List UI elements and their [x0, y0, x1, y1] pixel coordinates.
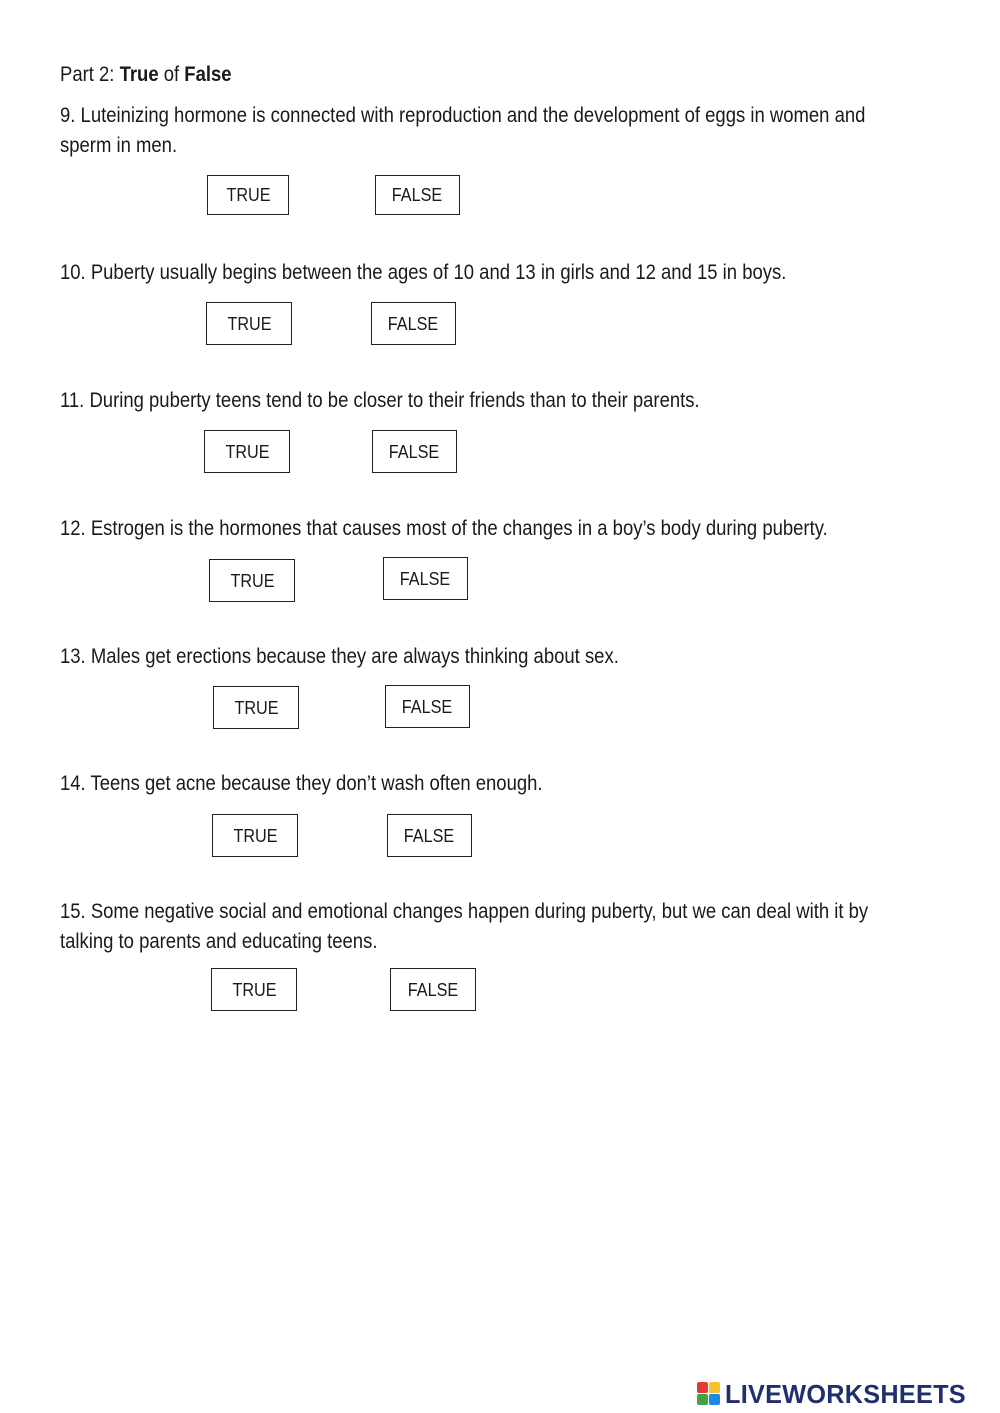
- heading-middle: of: [158, 63, 185, 86]
- question-13-true-button[interactable]: [213, 686, 299, 729]
- question-12-false-label: FALSE: [400, 568, 451, 589]
- question-9-false-button[interactable]: [375, 175, 460, 215]
- question-10-true-button[interactable]: [206, 302, 292, 345]
- logo-square-green: [697, 1394, 708, 1405]
- question-14-false-button[interactable]: [387, 814, 472, 857]
- question-14-false-label: FALSE: [404, 825, 455, 846]
- liveworksheets-logo: [697, 1377, 973, 1411]
- question-12-text: 12. Estrogen is the hormones that causes most of the changes in a boy’s body during puberty.: [60, 517, 828, 540]
- question-12-true-button[interactable]: [209, 559, 295, 602]
- question-10-true-label: TRUE: [226, 313, 272, 334]
- question-15-true-button[interactable]: [211, 968, 297, 1011]
- question-11-text: 11. During puberty teens tend to be closer to their friends than to their parents.: [60, 389, 700, 412]
- question-11-false-label: FALSE: [389, 441, 440, 462]
- question-9-text: 9. Luteinizing hormone is connected with reproduction and the development of eggs in women and sperm in men.: [60, 104, 866, 157]
- question-9-true-label: TRUE: [225, 185, 271, 205]
- question-14-true-label: TRUE: [232, 825, 278, 846]
- section-heading: [60, 61, 232, 89]
- logo-square-red: [697, 1382, 708, 1393]
- question-15-false-label: FALSE: [407, 979, 459, 1000]
- question-11-true-button[interactable]: [204, 430, 290, 473]
- question-10-false-button[interactable]: [371, 302, 456, 345]
- question-10-false-label: FALSE: [388, 313, 439, 334]
- question-9-false-label: FALSE: [392, 185, 443, 205]
- question-15-false-button[interactable]: [390, 968, 476, 1011]
- question-13-text: 13. Males get erections because they are always thinking about sex.: [60, 645, 619, 668]
- question-15-text: 15. Some negative social and emotional changes happen during puberty, but we can deal with it by talking to parents and educating teens.: [60, 900, 869, 953]
- question-13-false-label: FALSE: [402, 696, 453, 717]
- question-10-text: 10. Puberty usually begins between the ages of 10 and 13 in girls and 12 and 15 in boys.: [60, 261, 787, 284]
- question-13-false-button[interactable]: [385, 685, 470, 728]
- liveworksheets-logo-text: LIVEWORKSHEETS: [725, 1378, 966, 1409]
- heading-false-word: False: [184, 63, 232, 86]
- question-11-true-label: TRUE: [224, 441, 270, 462]
- logo-square-yellow: [709, 1382, 720, 1393]
- question-15-true-label: TRUE: [231, 979, 277, 1000]
- question-13-true-label: TRUE: [233, 697, 279, 718]
- question-11-false-button[interactable]: [372, 430, 457, 473]
- question-14-text: 14. Teens get acne because they don’t wash often enough.: [60, 772, 543, 795]
- liveworksheets-logo-icon: [697, 1382, 721, 1406]
- heading-prefix: Part 2:: [60, 63, 120, 86]
- question-12-false-button[interactable]: [383, 557, 468, 600]
- question-9-true-button[interactable]: [207, 175, 289, 215]
- question-14-true-button[interactable]: [212, 814, 298, 857]
- heading-true-word: True: [119, 63, 159, 86]
- question-12-true-label: TRUE: [229, 570, 275, 591]
- logo-square-blue: [709, 1394, 720, 1405]
